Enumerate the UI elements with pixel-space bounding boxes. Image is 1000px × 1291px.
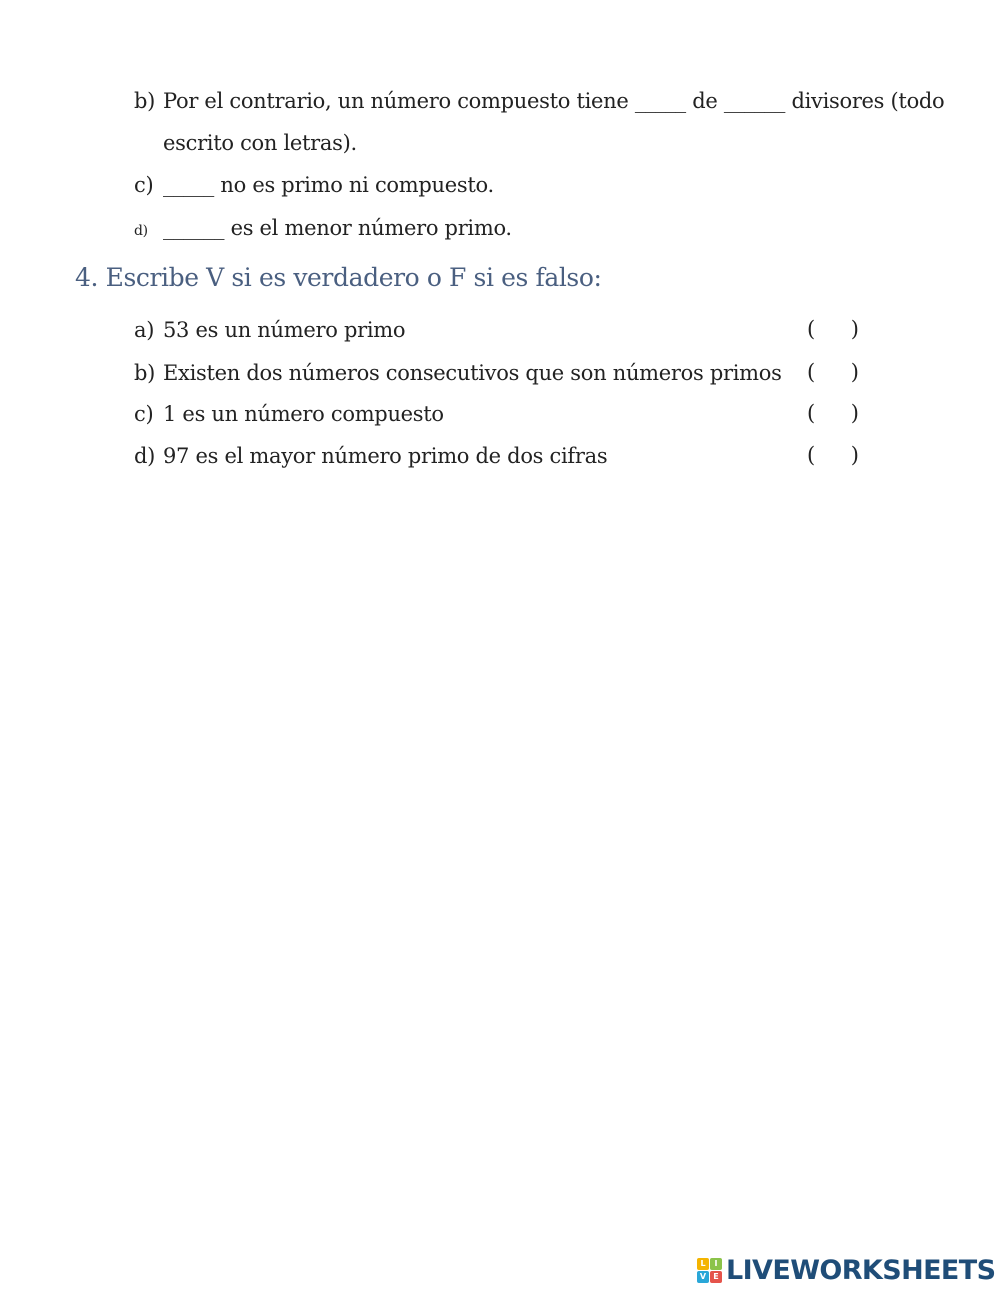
item-text: 53 es un número primo [163,318,406,342]
item-4b [134,363,782,384]
open-paren: ( [807,401,816,425]
item-marker: c) [134,402,154,426]
item-3c [134,175,494,196]
item-marker: d) [134,223,148,239]
item-3b [134,91,944,112]
item-marker: b) [134,89,156,113]
item-marker: d) [134,444,156,468]
close-paren: ) [850,360,859,384]
close-paren: ) [850,443,859,467]
answer-box-4a[interactable] [807,319,859,340]
open-paren: ( [807,317,816,341]
item-text: 97 es el mayor número primo de dos cifras [163,444,608,468]
item-4a [134,320,405,341]
item-text: 1 es un número compuesto [163,402,444,426]
item-text: Por el contrario, un número compuesto tiene _____ de ______ divisores (todo [163,89,945,113]
item-3d [134,218,512,239]
item-marker: b) [134,361,156,385]
close-paren: ) [850,317,859,341]
answer-box-4d[interactable] [807,445,859,466]
logo-mark-letter: I [710,1258,722,1270]
logo-text: LIVEWORKSHEETS [726,1254,996,1286]
logo-mark-letter: E [710,1271,722,1283]
item-marker: a) [134,318,155,342]
section-heading: 4. Escribe V si es verdadero o F si es falso: [75,263,602,292]
logo-mark-icon [697,1258,722,1283]
logo-mark-letter: L [697,1258,709,1270]
item-marker: c) [134,173,154,197]
item-text: _____ no es primo ni compuesto. [163,173,494,197]
item-text: Existen dos números consecutivos que son números primos [163,361,782,385]
item-text: ______ es el menor número primo. [163,216,512,240]
logo-mark-letter: V [697,1271,709,1283]
answer-box-4c[interactable] [807,403,859,424]
liveworksheets-logo[interactable] [697,1256,995,1284]
open-paren: ( [807,443,816,467]
item-4c [134,404,444,425]
answer-box-4b[interactable] [807,362,859,383]
open-paren: ( [807,360,816,384]
item-3b-continuation: escrito con letras). [163,131,357,155]
close-paren: ) [850,401,859,425]
item-4d [134,446,607,467]
